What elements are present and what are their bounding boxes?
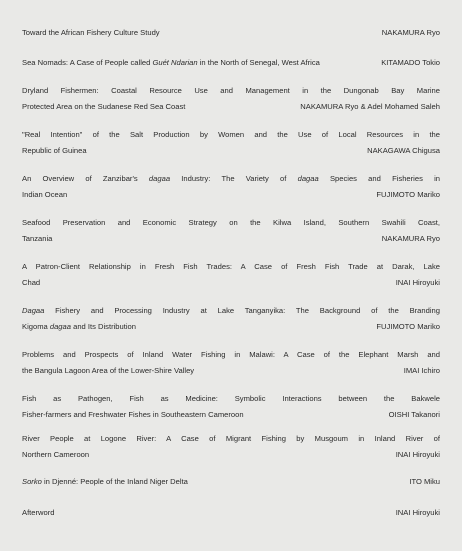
entry-author: NAKAMURA Ryo & Adel Mohamed Saleh xyxy=(300,102,440,111)
entry-author: FUJIMOTO Mariko xyxy=(376,322,440,331)
toc-entry xyxy=(22,431,440,463)
entry-title-cont: Kigoma dagaa and Its Distribution xyxy=(22,322,136,331)
toc-entry xyxy=(22,55,440,71)
entry-author: NAKAGAWA Chigusa xyxy=(367,146,440,155)
toc-entry xyxy=(22,303,440,335)
entry-title: Sorko in Djenné: People of the Inland Niger Delta xyxy=(22,477,188,486)
entry-title: A Patron-Client Relationship in Fresh Fish Trades: A Case of Fresh Fish Trade at Darak, Lake xyxy=(22,262,440,271)
toc-entry xyxy=(22,83,440,115)
toc-entry xyxy=(22,347,440,379)
toc-entry xyxy=(22,505,440,521)
entry-title: An Overview of Zanzibar's dagaa Industry: The Variety of dagaa Species and Fisheries in xyxy=(22,174,440,183)
toc-entry xyxy=(22,25,440,41)
entry-author: FUJIMOTO Mariko xyxy=(376,190,440,199)
entry-title-cont: Chad xyxy=(22,278,41,287)
toc-entry xyxy=(22,171,440,203)
entry-title: Fish as Pathogen, Fish as Medicine: Symbolic Interactions between the Bakwele xyxy=(22,394,440,403)
toc-entry xyxy=(22,127,440,159)
entry-title: Seafood Preservation and Economic Strategy on the Kilwa Island, Southern Swahili Coast, xyxy=(22,218,440,227)
entry-author: INAI Hiroyuki xyxy=(395,450,440,459)
toc-entry xyxy=(22,391,440,423)
toc-entry xyxy=(22,259,440,291)
entry-title-cont: Tanzania xyxy=(22,234,53,243)
entry-title: Problems and Prospects of Inland Water Fishing in Malawi: A Case of the Elephant Marsh and xyxy=(22,350,440,359)
entry-title: River People at Logone River: A Case of Migrant Fishing by Musgoum in Inland River of xyxy=(22,434,440,443)
entry-title: Dryland Fishermen: Coastal Resource Use and Management in the Dungonab Bay Marine xyxy=(22,86,440,95)
toc-entry xyxy=(22,474,440,490)
entry-title: "Real Intention" of the Salt Production by Women and the Use of Local Resources in the xyxy=(22,130,440,139)
entry-author: INAI Hiroyuki xyxy=(395,508,440,517)
entry-author: NAKAMURA Ryo xyxy=(381,28,440,37)
entry-author: IMAI Ichiro xyxy=(403,366,440,375)
toc-entry xyxy=(22,215,440,247)
entry-title-cont: Fisher-farmers and Freshwater Fishes in Southeastern Cameroon xyxy=(22,410,244,419)
entry-title: Toward the African Fishery Culture Study xyxy=(22,28,160,37)
entry-title-cont: Indian Ocean xyxy=(22,190,68,199)
entry-title-cont: Northern Cameroon xyxy=(22,450,90,459)
entry-title-cont: Republic of Guinea xyxy=(22,146,87,155)
entry-author: NAKAMURA Ryo xyxy=(381,234,440,243)
entry-title: Afterword xyxy=(22,508,55,517)
entry-title-cont: Protected Area on the Sudanese Red Sea Coast xyxy=(22,102,186,111)
entry-title: Sea Nomads: A Case of People called Guét Ndarian in the North of Senegal, West Africa xyxy=(22,58,320,67)
entry-author: OISHI Takanori xyxy=(388,410,440,419)
entry-title-cont: the Bangula Lagoon Area of the Lower-Shire Valley xyxy=(22,366,195,375)
entry-author: ITO Miku xyxy=(409,477,440,486)
entry-author: INAI Hiroyuki xyxy=(395,278,440,287)
entry-title: Dagaa Fishery and Processing Industry at Lake Tanganyika: The Background of the Branding xyxy=(22,306,440,315)
entry-author: KITAMADO Tokio xyxy=(381,58,440,67)
